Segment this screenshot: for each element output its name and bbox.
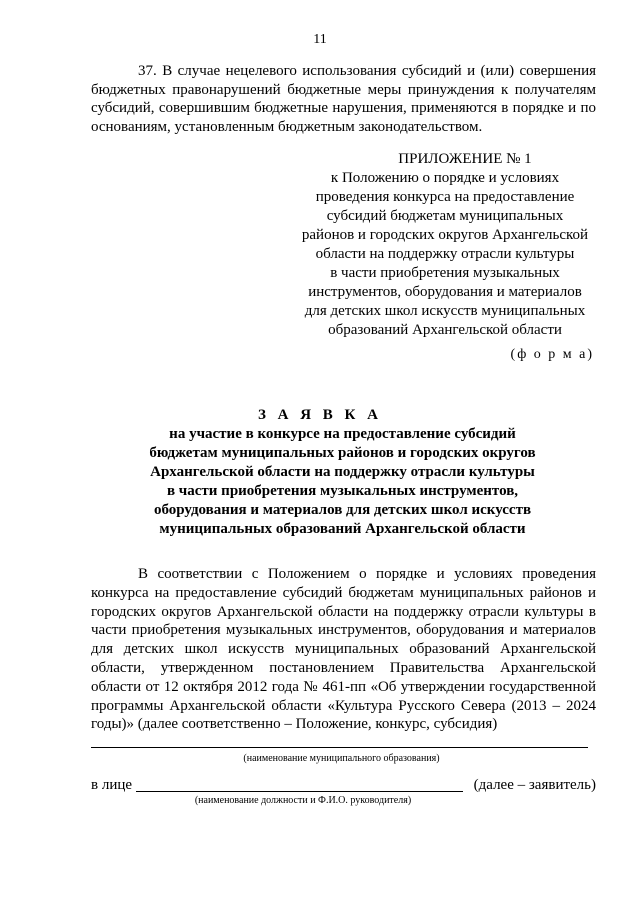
appendix-line: к Положению о порядке и условиях [330,170,560,186]
appendix-line: районов и городских округов Архангельской [301,227,589,243]
subtitle-line: на участие в конкурсе на предоставление субсидий [169,426,516,442]
appendix-heading: ПРИЛОЖЕНИЕ № 1 [398,151,532,167]
municipality-caption: (наименование муниципального образования) [243,753,440,764]
appendix-line: образований Архангельской области [328,322,562,338]
subtitle-line: в части приобретения музыкальных инструментов, [166,483,519,499]
appendix-block [300,150,590,340]
form-label: (ф о р м а) [510,347,594,362]
appendix-line: проведения конкурса на предоставление [315,189,575,205]
head-fill-line [136,791,463,792]
subtitle-line: оборудования и материалов для детских школ искусств [153,502,532,518]
head-caption: (наименование должности и Ф.И.О. руководителя) [194,795,412,806]
appendix-line: для детских школ искусств муниципальных [304,303,586,319]
appendix-line: области на поддержку отрасли культуры [315,246,575,262]
in-person-row [91,776,596,796]
application-body: В соответствии с Положением о порядке и условиях проведения конкурса на предоставление субсидий бюджетам муниципальных районов и городских округов Архангельской области на поддержку отрасли культуры в части приобретения музыкальных инструментов, оборудования и материалов для детских школ искусств муниципальных образований Архангельской области, утвержденном постановлением Правительства Архангельской области от 12 октября 2012 года № 461-пп «Об утверждении государственной программы Архангельской области «Культура Русского Севера (2013 – 2024 годы)» (далее соответственно – Положение, конкурс, субсидия) [91,566,596,733]
appendix-line: субсидий бюджетам муниципальных [326,208,564,224]
subtitle-line: муниципальных образований Архангельской области [159,521,526,537]
subtitle-line: бюджетам муниципальных районов и городских округов [149,445,536,461]
in-person-label: в лице [91,777,133,793]
appendix-line: инструментов, оборудования и материалов [308,284,582,300]
municipality-fill-line [91,747,588,748]
application-title: З А Я В К А [257,407,383,423]
application-subtitle [90,425,595,539]
clause-37: 37. В случае нецелевого использования субсидий и (или) совершения бюджетных правонарушений бюджетные меры принуждения к получателям субсидий, совершившим бюджетные нарушения, применяются в порядке и по основаниям, установленным бюджетным законодательством. [91,63,596,135]
applicant-suffix: (далее – заявитель) [473,777,596,793]
page-number: 11 [313,32,327,47]
subtitle-line: Архангельской области на поддержку отрасли культуры [150,464,535,480]
appendix-line: в части приобретения музыкальных [330,265,560,281]
